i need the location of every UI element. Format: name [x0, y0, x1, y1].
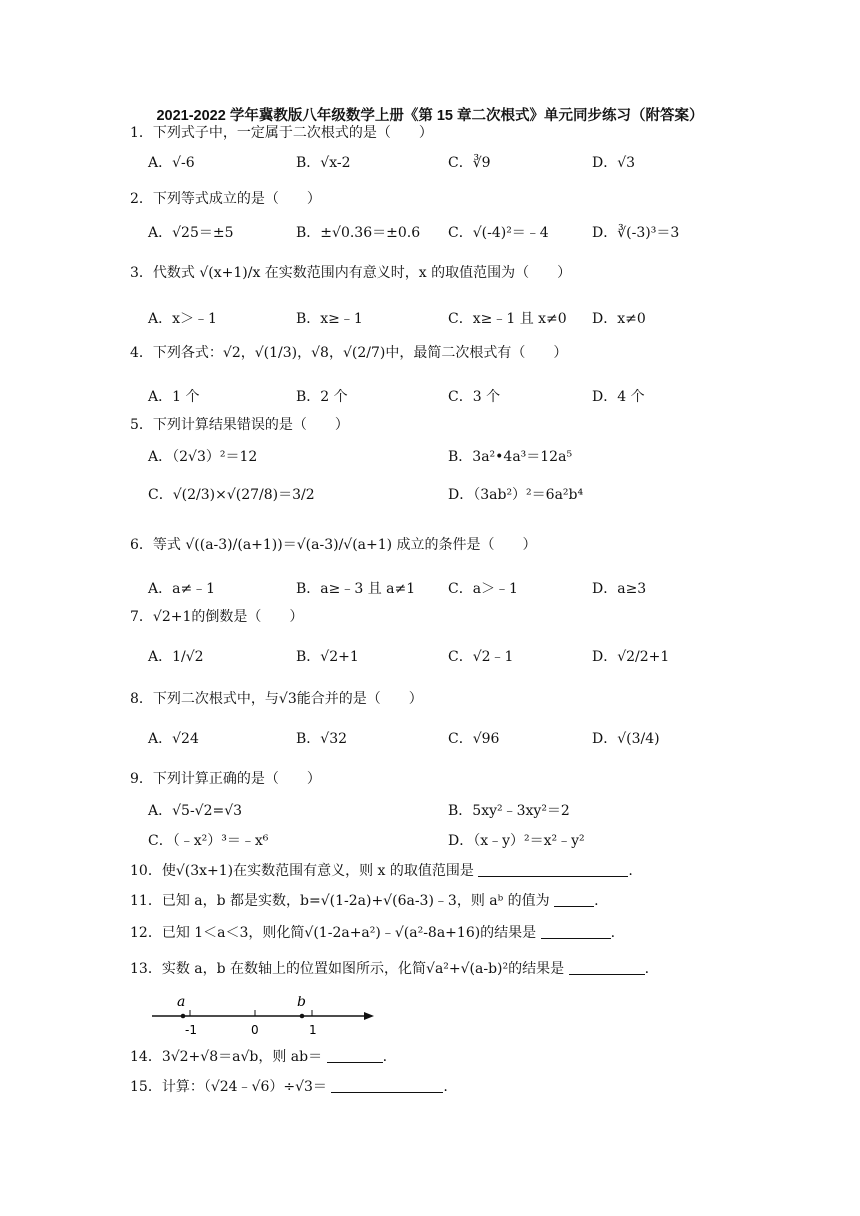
options-9-row2 [148, 830, 748, 860]
options-5-row1 [148, 446, 748, 476]
answer-blank[interactable] [327, 1062, 383, 1063]
option-c: C．（﹣x²）³＝﹣x⁶ [148, 833, 269, 849]
option-d: D．a≥3 [592, 581, 647, 597]
option-a: A．√-6 [148, 155, 195, 171]
question-13-text: 13．实数 a，b 在数轴上的位置如图所示，化简√a²+√(a-b)²的结果是 [130, 961, 565, 977]
label-a: a [177, 996, 186, 1010]
option-a: A．x＞﹣1 [148, 311, 217, 327]
option-c: C．3 个 [448, 389, 501, 405]
question-10: 10．使√(3x+1)在实数范围有意义，则 x 的取值范围是 . [130, 863, 633, 879]
option-b: B．2 个 [296, 389, 348, 405]
option-a: A．√24 [148, 731, 199, 747]
question-7: 7．√2+1的倒数是（ ） [130, 609, 304, 625]
option-a: A．（2√3）²＝12 [148, 449, 258, 465]
option-c: C．∛9 [448, 155, 491, 171]
options-2 [148, 222, 748, 252]
option-b: B．a≥﹣3 且 a≠1 [296, 581, 416, 597]
option-d: D．∛(-3)³＝3 [592, 225, 680, 241]
option-a: A．√25＝±5 [148, 225, 234, 241]
option-d: D．√3 [592, 155, 636, 171]
options-9-row1 [148, 800, 748, 830]
option-c: C．a＞﹣1 [448, 581, 518, 597]
options-4 [148, 386, 748, 416]
options-3 [148, 308, 748, 338]
question-12: 12．已知 1＜a＜3，则化简√(1-2a+a²)﹣√(a²-8a+16)的结果是 . [130, 925, 616, 941]
option-b: B．3a²•4a³＝12a⁵ [448, 449, 573, 465]
options-1 [148, 152, 748, 182]
option-b: B．√2+1 [296, 649, 359, 665]
option-b: B．√x-2 [296, 155, 351, 171]
option-d: D．√(3/4) [592, 731, 660, 747]
question-15: 15．计算：（√24﹣√6）÷√3＝ . [130, 1079, 448, 1095]
answer-blank[interactable] [541, 938, 611, 939]
question-11-text: 11．已知 a，b 都是实数，b=√(1-2a)+√(6a-3)﹣3，则 aᵇ 的值为 [130, 893, 550, 909]
question-9: 9．下列计算正确的是（ ） [130, 771, 321, 787]
option-c: C．√(2/3)×√(27/8)＝3/2 [148, 487, 315, 503]
option-b: B．x≥﹣1 [296, 311, 363, 327]
point-b [300, 1014, 305, 1019]
question-11: 11．已知 a，b 都是实数，b=√(1-2a)+√(6a-3)﹣3，则 aᵇ 的值为 . [130, 893, 599, 909]
arrow-icon [364, 1012, 374, 1020]
option-a: A．a≠﹣1 [148, 581, 216, 597]
question-13: 13．实数 a，b 在数轴上的位置如图所示，化简√a²+√(a-b)²的结果是 . [130, 961, 650, 977]
option-b: B．±√0.36＝±0.6 [296, 225, 421, 241]
option-c: C．√(-4)²＝﹣4 [448, 225, 549, 241]
point-a [181, 1014, 186, 1019]
question-4: 4．下列各式：√2，√(1/3)，√8，√(2/7)中，最简二次根式有（ ） [130, 345, 568, 361]
option-c: C．x≥﹣1 且 x≠0 [448, 311, 567, 327]
option-d: D．√2/2+1 [592, 649, 670, 665]
question-8: 8．下列二次根式中，与√3能合并的是（ ） [130, 691, 423, 707]
option-a: A．1/√2 [148, 649, 204, 665]
option-d: D．x≠0 [592, 311, 646, 327]
question-14-text: 14．3√2+√8＝a√b，则 ab＝ [130, 1049, 323, 1065]
tick-label-0: 0 [251, 1023, 259, 1037]
number-line-figure [150, 996, 380, 1042]
tick-label-neg1: -1 [185, 1023, 197, 1037]
answer-blank[interactable] [569, 974, 645, 975]
question-1: 1．下列式子中，一定属于二次根式的是（ ） [130, 125, 433, 141]
answer-blank[interactable] [478, 876, 628, 877]
question-5: 5．下列计算结果错误的是（ ） [130, 417, 349, 433]
option-a: A．1 个 [148, 389, 200, 405]
label-b: b [297, 996, 306, 1010]
answer-blank[interactable] [554, 906, 594, 907]
options-8 [148, 728, 748, 758]
options-6 [148, 578, 748, 608]
option-d: D．（x﹣y）²＝x²﹣y² [448, 833, 585, 849]
question-14: 14．3√2+√8＝a√b，则 ab＝ . [130, 1049, 388, 1065]
option-b: B．√32 [296, 731, 348, 747]
answer-blank[interactable] [331, 1092, 443, 1093]
tick-label-1: 1 [309, 1023, 317, 1037]
question-2: 2．下列等式成立的是（ ） [130, 191, 321, 207]
question-12-text: 12．已知 1＜a＜3，则化简√(1-2a+a²)﹣√(a²-8a+16)的结果是 [130, 925, 537, 941]
question-15-text: 15．计算：（√24﹣√6）÷√3＝ [130, 1079, 327, 1095]
question-3: 3．代数式 √(x+1)/x 在实数范围内有意义时，x 的取值范围为（ ） [130, 265, 572, 281]
options-7 [148, 646, 748, 676]
option-a: A．√5-√2=√3 [148, 803, 243, 819]
question-6: 6．等式 √((a-3)/(a+1))＝√(a-3)/√(a+1) 成立的条件是（ ） [130, 537, 537, 553]
options-5-row2 [148, 484, 748, 514]
question-10-text: 10．使√(3x+1)在实数范围有意义，则 x 的取值范围是 [130, 863, 474, 879]
option-d: D．（3ab²）²＝6a²b⁴ [448, 487, 584, 503]
option-c: C．√96 [448, 731, 500, 747]
page-title: 2021-2022 学年冀教版八年级数学上册《第 15 章二次根式》单元同步练习（附答案） [156, 108, 704, 124]
option-b: B．5xy²﹣3xy²＝2 [448, 803, 570, 819]
option-c: C．√2﹣1 [448, 649, 514, 665]
option-d: D．4 个 [592, 389, 645, 405]
